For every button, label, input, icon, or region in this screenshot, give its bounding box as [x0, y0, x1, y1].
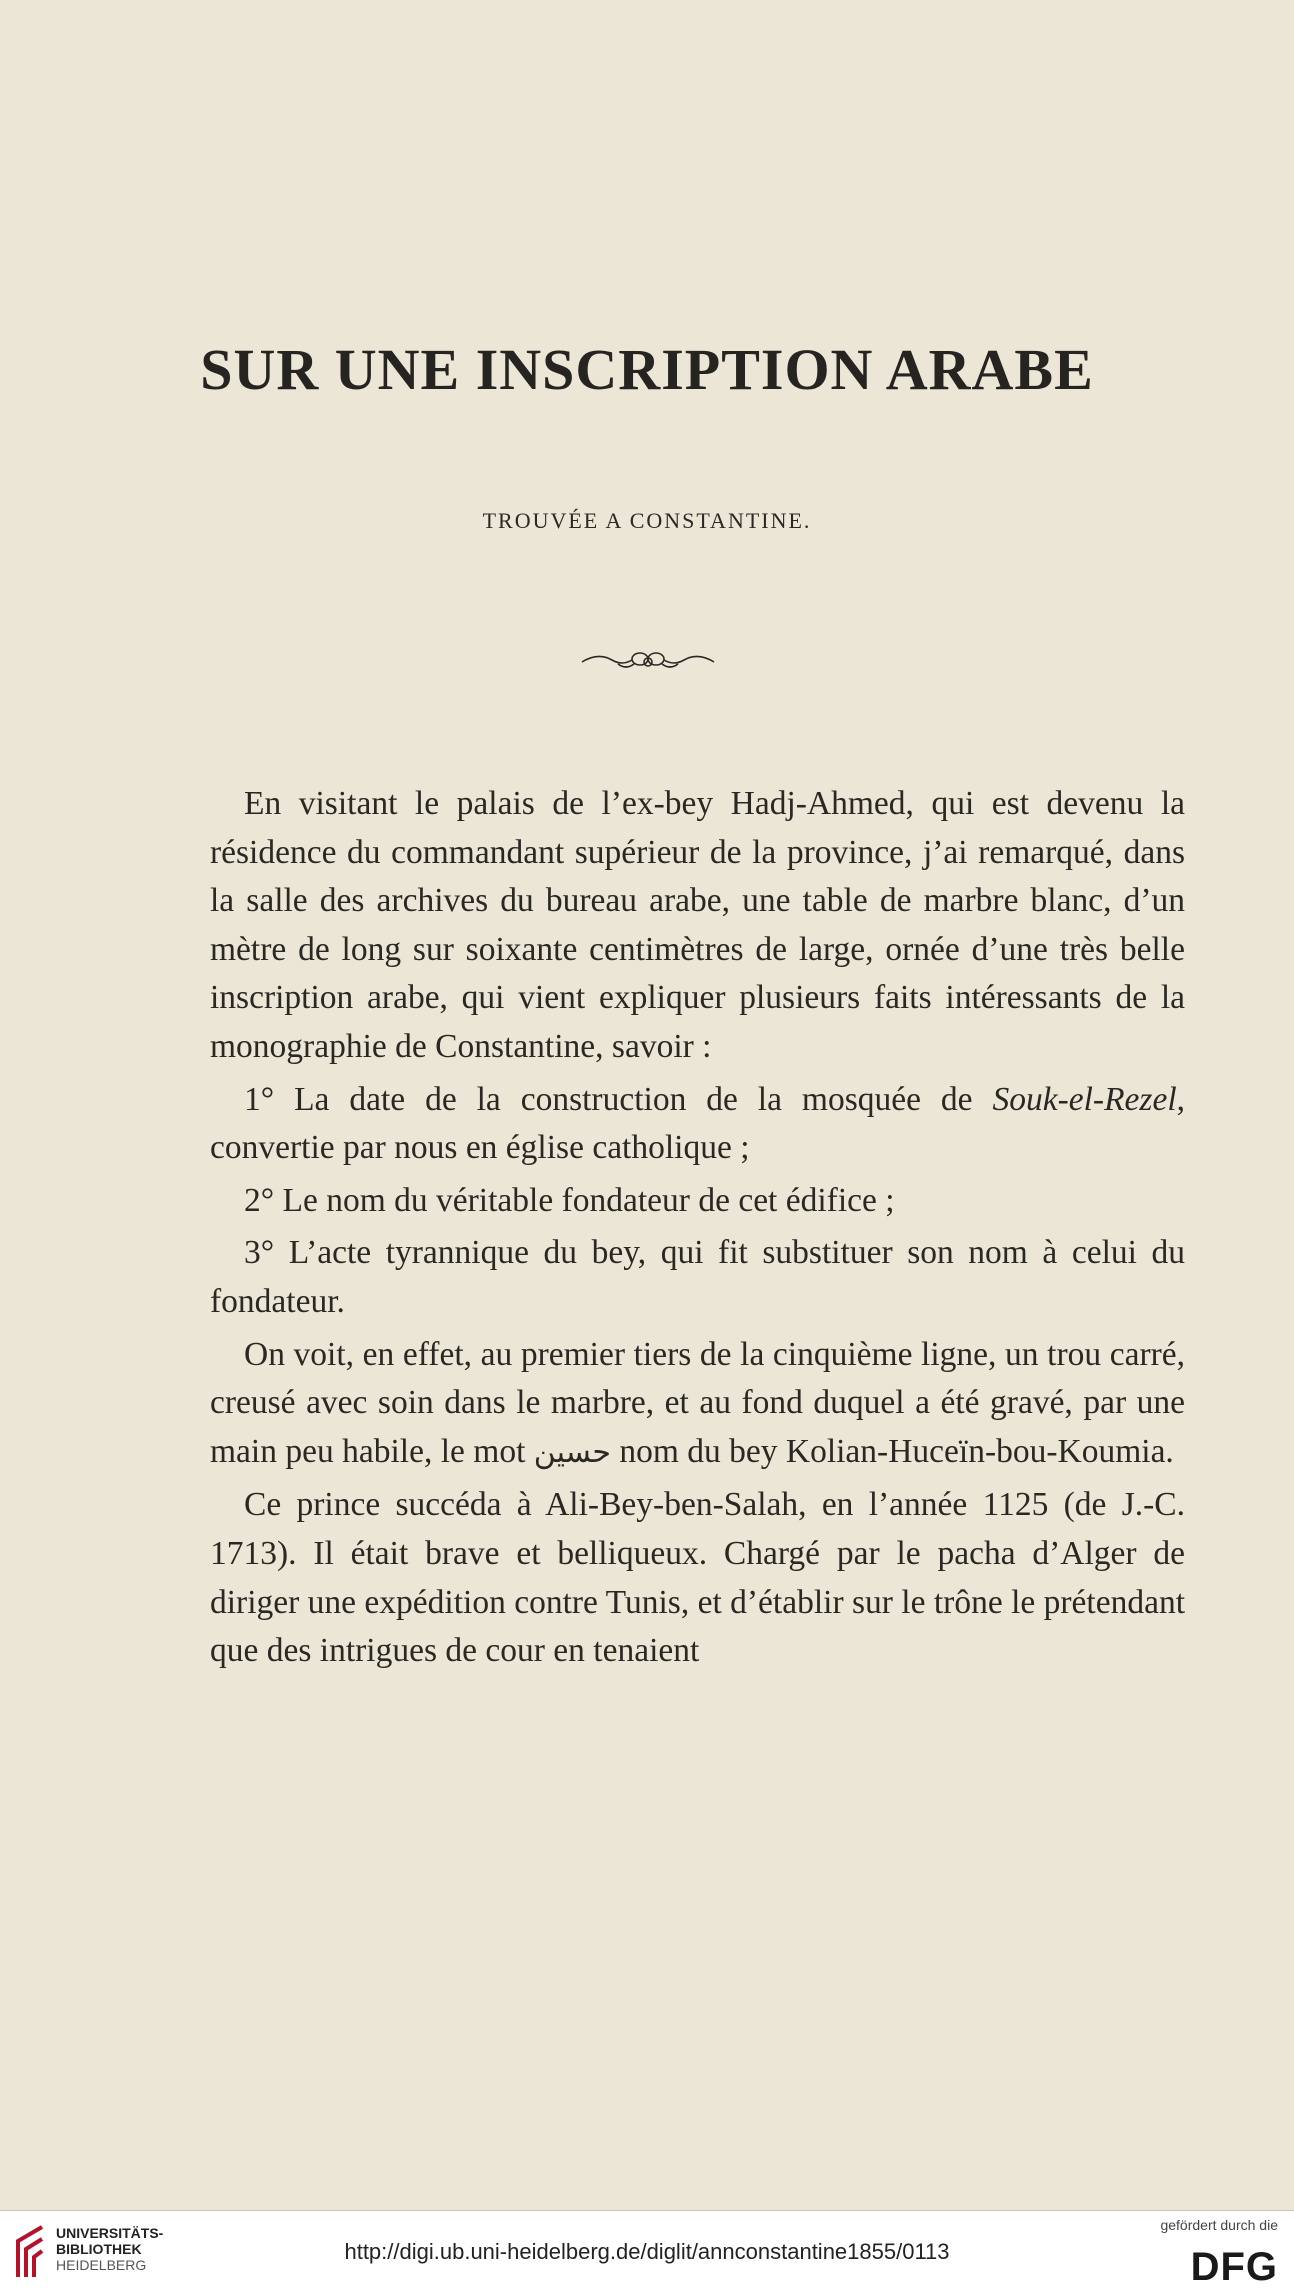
paragraph-text: On voit, en effet, au premier tiers de la cinquième ligne, un trou carré, creusé avec soin dans le marbre, et au fond duquel a été gravé, par une main peu habile, le mot [210, 1335, 1185, 1470]
permalink-url[interactable]: http://digi.ub.uni-heidelberg.de/diglit/annconstantine1855/0113 [344, 2239, 950, 2264]
page-title: SUR UNE INSCRIPTION ARABE [200, 337, 1094, 402]
paragraph-text: Ce prince succéda à Ali-Bey-ben-Salah, en l’année 1125 (de J.-C. 1713). Il était brave et belliqueux. Chargé par le pacha d’Alger de diriger une expédition contre Tunis, et d’établir sur le trône le prétendant que des intrigues de cour en tenaient [210, 1486, 1185, 1670]
paragraph-text-end: nom du bey Kolian-Huceïn-bou-Koumia. [610, 1432, 1174, 1470]
paragraph-text: En visitant le palais de l’ex-bey Hadj-Ahmed, qui est devenu la résidence du commandant supérieur de la province, j’ai remarqué, dans la salle des archives du bureau arabe, une table de marbre blanc, d’un mètre de long sur soixante centimètres de large, ornée d’une très belle inscription arabe, qui vient expliquer plusieurs faits intéressants de la monographie de Constantine, savoir : [210, 785, 1185, 1065]
dfg-logo: DFG [1190, 2245, 1278, 2289]
fleuron-ornament-icon [578, 640, 718, 680]
paragraph-square-hole [210, 1331, 1185, 1478]
paragraph-text-end: , convertie par nous en église catholique ; [210, 1080, 1185, 1167]
page-subtitle: TROUVÉE A CONSTANTINE. [482, 508, 812, 533]
arabic-word: حسين [533, 1434, 611, 1470]
paragraph-point-3 [210, 1229, 1185, 1326]
paragraph-intro [210, 780, 1185, 1072]
digitization-footer [0, 2210, 1294, 2293]
paragraph-point-1 [210, 1076, 1185, 1173]
paragraph-text: 2° Le nom du véritable fondateur de cet édifice ; [244, 1181, 895, 1219]
paragraph-text: 3° L’acte tyrannique du bey, qui fit substituer son nom à celui du fondateur. [210, 1234, 1185, 1320]
library-line-3: HEIDELBERG [56, 2257, 147, 2273]
funded-by-label: gefördert durch die [1160, 2217, 1278, 2233]
paragraph-prince [210, 1481, 1185, 1675]
library-line-1: UNIVERSITÄTS- [56, 2225, 164, 2241]
paragraph-point-2 [210, 1177, 1185, 1226]
library-line-2: BIBLIOTHEK [56, 2241, 142, 2257]
body-text [210, 780, 1185, 1676]
paragraph-text: 1° La date de la construction de la mosquée de [244, 1080, 993, 1118]
mosque-name: Souk-el-Rezel [992, 1080, 1177, 1118]
